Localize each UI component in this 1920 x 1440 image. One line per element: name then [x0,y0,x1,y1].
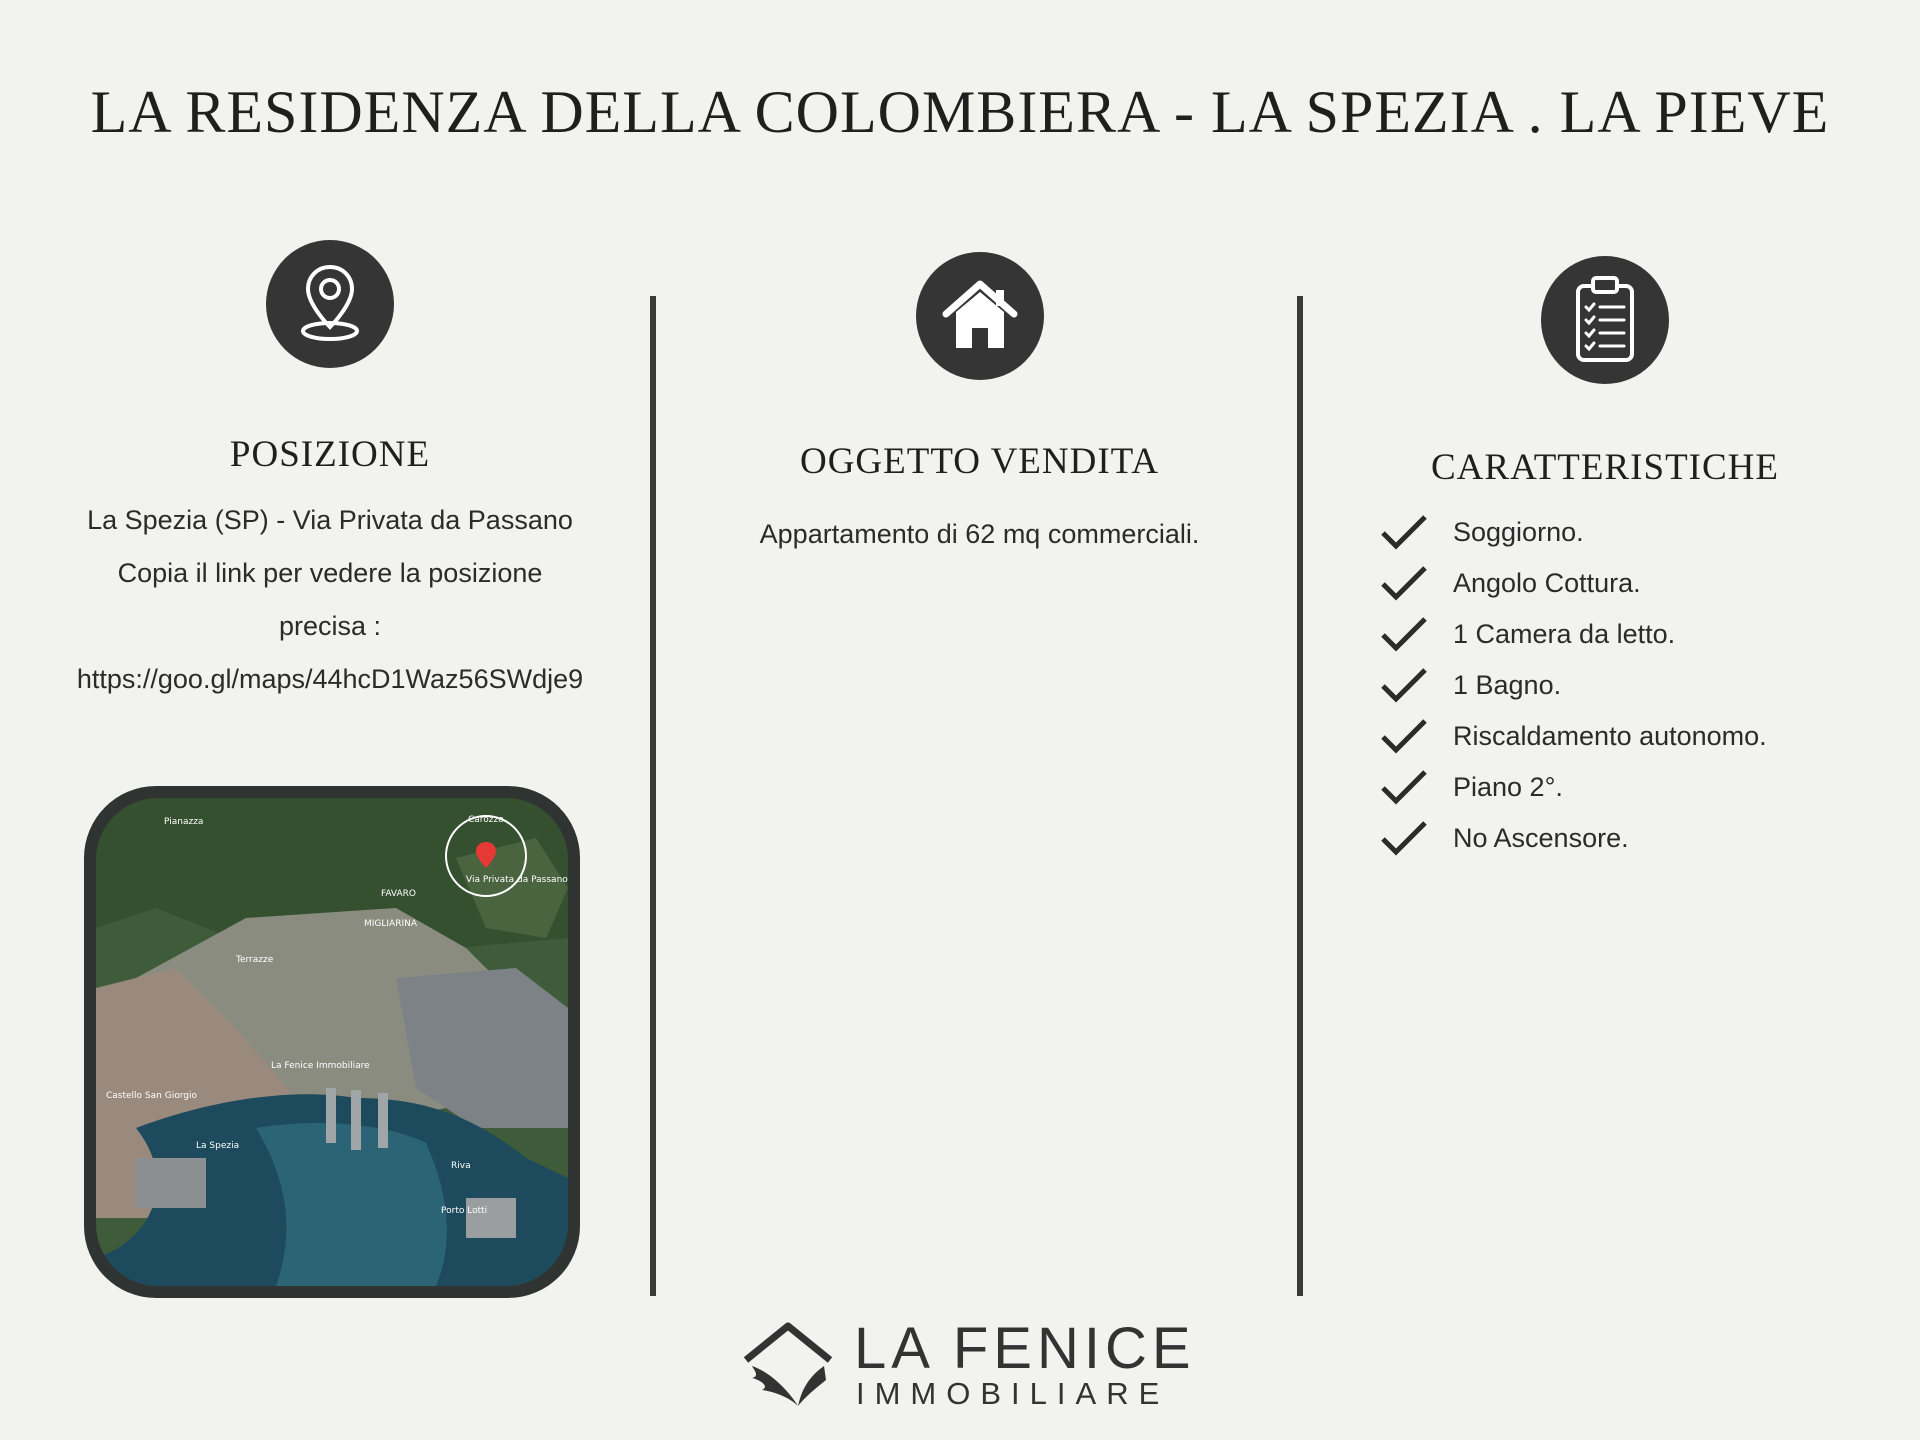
sale-section [667,240,1292,550]
logo-name: LA FENICE [854,1316,1196,1381]
phoenix-house-icon [740,1320,836,1410]
list-item [1379,762,1905,813]
map-label: Carozzo [468,815,504,825]
feature-label: 1 Bagno. [1453,670,1562,700]
position-address: La Spezia (SP) - Via Privata da Passano [87,505,573,535]
position-heading: POSIZIONE [229,434,431,475]
feature-label: Riscaldamento autonomo. [1453,721,1767,751]
location-pin-icon [266,240,394,368]
check-icon [1379,717,1429,757]
check-icon [1379,513,1429,553]
map-label: La Spezia [196,1141,240,1151]
clipboard-checklist-icon [1541,256,1669,384]
position-instructions-cont: precisa : [278,611,382,641]
map-label: FAVARO [381,889,417,899]
map-label: La Fenice Immobiliare [271,1061,370,1071]
check-icon [1379,768,1429,808]
satellite-map [84,786,580,1298]
list-item [1379,813,1905,864]
check-icon [1379,666,1429,706]
logo-subtitle: IMMOBILIARE [856,1376,1170,1411]
features-list [1305,507,1905,864]
features-section [1305,240,1905,864]
position-section [20,240,640,706]
company-logo [740,1316,1200,1416]
check-icon [1379,615,1429,655]
list-item [1379,558,1905,609]
position-map-link[interactable]: https://goo.gl/maps/44hcD1Waz56SWdje9 [76,664,584,694]
map-label: Riva [451,1161,471,1171]
position-details [20,494,640,706]
page-title: LA RESIDENZA DELLA COLOMBIERA - LA SPEZIA . LA PIEVE [90,79,1830,145]
check-icon [1379,819,1429,859]
features-heading: CARATTERISTICHE [1431,447,1779,488]
feature-label: 1 Camera da letto. [1453,619,1676,649]
map-label: Terrazze [236,955,274,965]
house-icon [916,252,1044,380]
position-instructions: Copia il link per vedere la posizione [117,558,543,588]
column-divider [1297,296,1303,1296]
column-divider [650,296,656,1296]
feature-label: Piano 2°. [1453,772,1563,802]
map-label: Pianazza [164,817,204,827]
list-item [1379,660,1905,711]
sale-heading: OGGETTO VENDITA [799,441,1160,482]
list-item [1379,507,1905,558]
map-image [96,798,568,1286]
feature-label: No Ascensore. [1453,823,1629,853]
map-label: Castello San Giorgio [106,1091,197,1101]
check-icon [1379,564,1429,604]
feature-label: Angolo Cottura. [1453,568,1641,598]
map-label: MIGLIARINA [364,919,418,929]
map-label: Porto Lotti [441,1206,488,1216]
list-item [1379,609,1905,660]
list-item [1379,711,1905,762]
map-label: Via Privata da Passano [466,875,568,885]
sale-description: Appartamento di 62 mq commerciali. [759,519,1200,549]
feature-label: Soggiorno. [1453,517,1584,547]
